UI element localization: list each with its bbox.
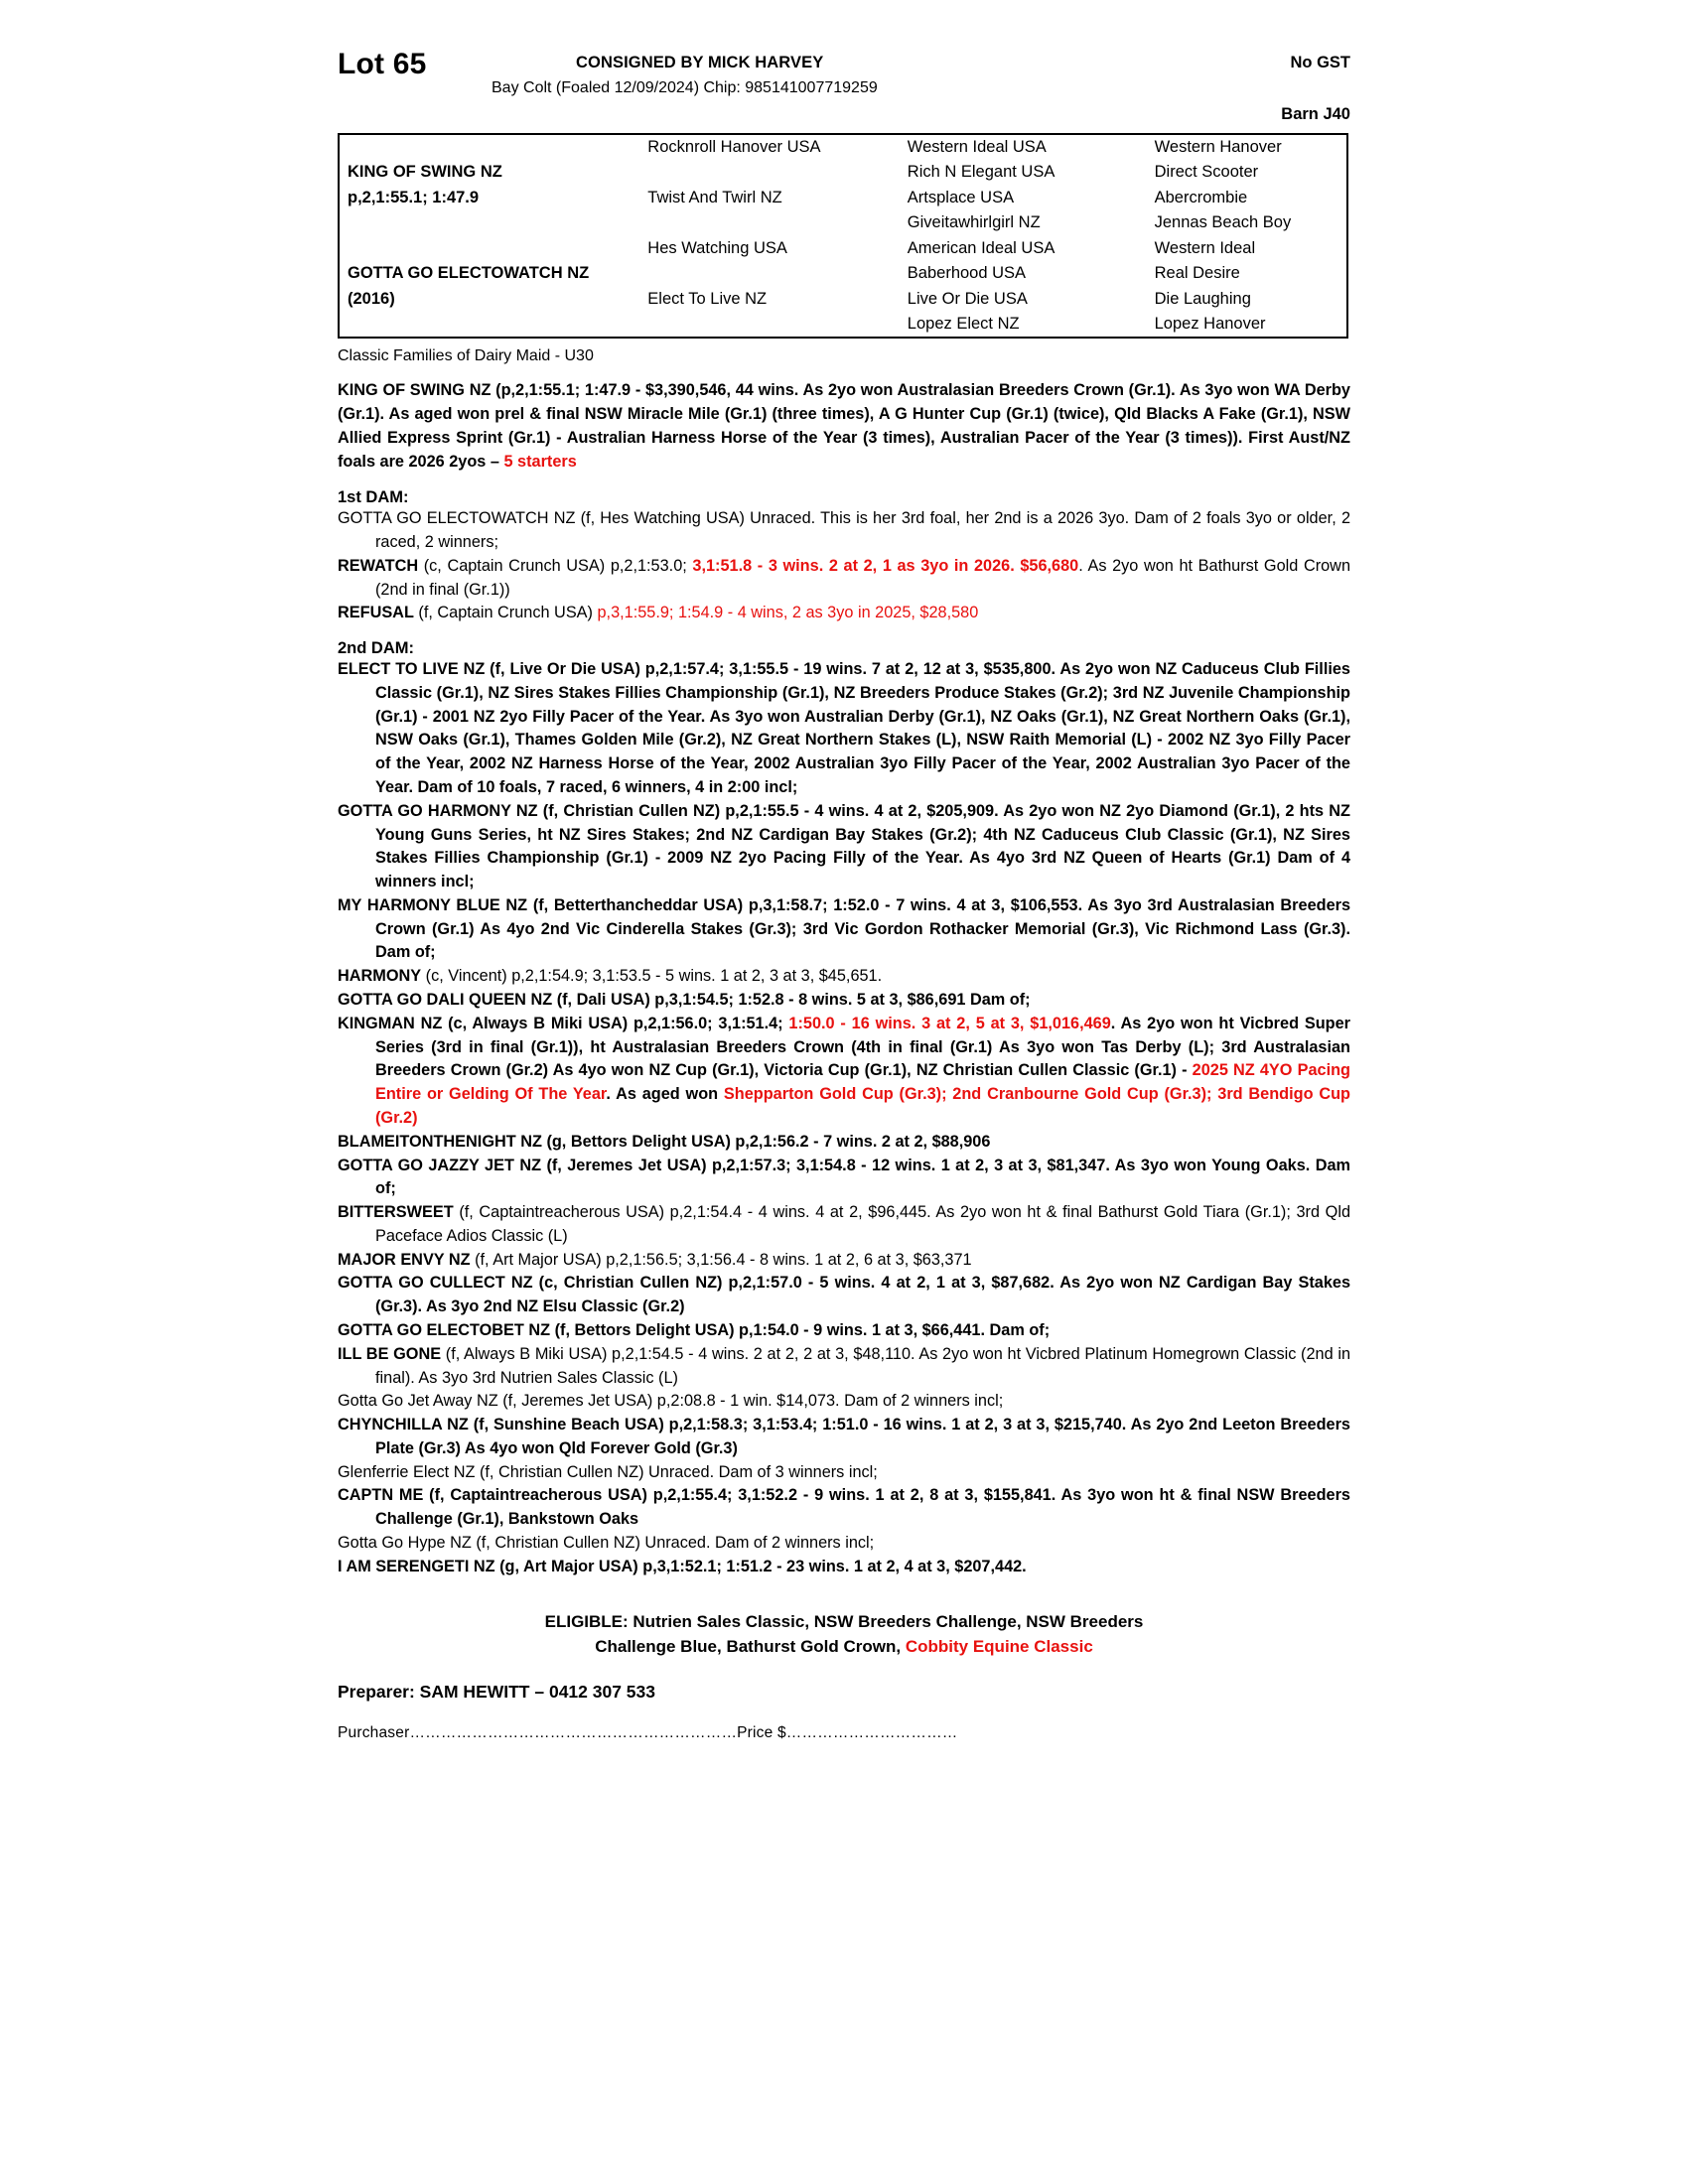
first-dam-heading: 1st DAM: [338,488,409,507]
barn-number: Barn J40 [1281,105,1350,123]
entry-text: Glenferrie Elect NZ (f, Christian Cullen NZ) Unraced. Dam of 3 winners incl; [338,1462,878,1481]
pedigree-gen3: Giveitawhirlgirl NZ [907,213,1041,232]
entry-name: CAPTN ME [338,1486,424,1505]
table-row [340,186,1346,210]
entry-name: ILL BE GONE [338,1344,442,1363]
table-row [340,287,1346,312]
entry-name: KINGMAN NZ [338,1014,443,1032]
progeny-entry [338,602,1350,625]
purchaser-line: Purchaser………………………………………………………Price $…………………………… [338,1723,958,1741]
entry-text: (f, Betterthancheddar USA) p,3,1:58.7; 1:52.0 - 7 wins. 4 at 3, $106,553. As 3yo 3rd Australasian Breeders Crown (Gr.1) As 4yo 2nd Vic Cinderella Stakes (Gr.3); 3rd Vic Gordon Rothacker Memorial (Gr.3), Vic Richmond Lass (Gr.3). Dam of; [375,895,1351,962]
entry-text: (f, Live Or Die USA) p,2,1:57.4; 3,1:55.5 - 19 wins. 7 at 2, 12 at 3, $535,800. As 2yo won NZ Caduceus Club Fillies Classic (Gr.1), NZ Sires Stakes Fillies Championship (Gr.1), NZ Breeders Produce Stakes (Gr.2); 3rd NZ Juvenile Championship (Gr.1) - 2001 NZ 2yo Filly Pacer of the Year. As 3yo won Australian Derby (Gr.1), NZ Oaks (Gr.1), NZ Great Northern Oaks (Gr.1), NSW Oaks (Gr.1), Thames Golden Mile (Gr.2), NZ Great Northern Stakes (L), NSW Raith Memorial (L) - 2002 NZ 3yo Filly Pacer of the Year, 2002 NZ Harness Horse of the Year, 2002 Australian 3yo Filly Pacer of the Year, 2002 Australian 3yo Pacer of the Year. Dam of 10 foals, 7 raced, 6 winners, 4 in 2:00 incl; [375,660,1350,796]
entry-text-2: . As 2yo won ht Vicbred Super Series (3rd in final (Gr.1)), ht Australasian Breeders Crown (4th in final (Gr.1) As 3yo won Tas Derby (L); 3rd Australasian Breeders Crown (Gr.2) As 4yo won NZ Cup (Gr.1), Victoria Cup (Gr.1), NZ Christian Cullen Classic (Gr.1) - [375,1014,1350,1080]
entry-highlight-2: 2025 NZ 4YO Pacing Entire or Gelding Of The Year [375,1061,1350,1104]
entry-name: GOTTA GO HARMONY NZ [338,801,538,820]
entry-text: (g, Bettors Delight USA) p,2,1:56.2 - 7 wins. 2 at 2, $88,906 [541,1132,991,1151]
pedigree-entry-gotta-go-electobet [338,1319,1350,1343]
lot-number: Lot 65 [338,48,427,80]
pedigree-entry-chynchilla [338,1414,1350,1461]
pedigree-gen3: Baberhood USA [907,264,1027,283]
consignor-line: CONSIGNED BY MICK HARVEY [576,54,824,71]
entry-text: (f, Bettors Delight USA) p,1:54.0 - 9 wins. 1 at 3, $66,441. Dam of; [550,1320,1051,1339]
sire-record: p,2,1:55.1; 1:47.9 [348,188,480,206]
entry-name: I AM SERENGETI NZ [338,1557,495,1575]
sire-paragraph-text: KING OF SWING NZ (p,2,1:55.1; 1:47.9 - $3,390,546, 44 wins. As 2yo won Australasian Breeders Crown (Gr.1). As 3yo won WA Derby (Gr.1). As aged won prel & final NSW Miracle Mile (Gr.1) (three times), A G Hunter Cup (Gr.1) (twice), Qld Blacks A Fake (Gr.1), NSW Allied Express Sprint (Gr.1) - Australian Harness Horse of the Year (3 times), Australian Pacer of the Year (3 times)). First Aust/NZ foals are 2026 2yos – [338,381,1350,472]
entry-text: (f, Captaintreacherous USA) p,2,1:54.4 - 4 wins. 4 at 2, $96,445. As 2yo won ht & final Bathurst Gold Tiara (Gr.1); 3rd Qld Paceface Adios Classic (L) [375,1203,1350,1245]
eligible-block [338,1609,1350,1660]
progeny-name: REFUSAL [338,604,414,622]
horse-description: Bay Colt (Foaled 12/09/2024) Chip: 985141007719259 [492,79,878,96]
entry-name: CHYNCHILLA NZ [338,1416,469,1434]
entry-text: (f, Sunshine Beach USA) p,2,1:58.3; 3,1:53.4; 1:51.0 - 16 wins. 1 at 2, 3 at 3, $215,740. As 2yo 2nd Leeton Breeders Plate (Gr.3) As 4yo won Qld Forever Gold (Gr.3) [375,1416,1350,1457]
entry-name: GOTTA GO ELECTOBET NZ [338,1320,551,1339]
entry-highlight-1: 1:50.0 - 16 wins. 3 at 2, 5 at 3, $1,016,469 [788,1014,1111,1032]
table-row [340,160,1346,185]
pedigree-gen4: Lopez Hanover [1154,314,1266,333]
entry-text: (f, Dali USA) p,3,1:54.5; 1:52.8 - 8 wins. 5 at 3, $86,691 Dam of; [552,991,1031,1010]
pedigree-entry-harmony [338,965,1350,989]
entry-text: (f, Christian Cullen NZ) p,2,1:55.5 - 4 wins. 4 at 2, $205,909. As 2yo won NZ 2yo Diamond (Gr.1), 2 hts NZ Young Guns Series, ht NZ Sires Stakes; 2nd NZ Cardigan Bay Stakes (Gr.2); 4th NZ Caduceus Club Classic (Gr.1), NZ Sires Stakes Fillies Championship (Gr.1) - 2009 NZ 2yo Pacing Filly of the Year. As 4yo 3rd NZ Queen of Hearts (Gr.1) Dam of 4 winners incl; [375,801,1350,891]
pedigree-spacer [340,210,639,235]
pedigree-entry-ill-be-gone [338,1343,1350,1391]
entry-name: ELECT TO LIVE NZ [338,660,486,679]
pedigree-gen2 [639,312,900,337]
pedigree-entry-gotta-go-harmony [338,800,1350,894]
entry-text: (f, Captaintreacherous USA) p,2,1:55.4; 3,1:52.2 - 9 wins. 1 at 2, 8 at 3, $155,841. As 3yo won ht & final NSW Breeders Challenge (Gr.1), Bankstown Oaks [375,1486,1350,1529]
entry-text: Gotta Go Hype NZ (f, Christian Cullen NZ) Unraced. Dam of 2 winners incl; [338,1534,875,1552]
pedigree-entry-gotta-go-dali-queen [338,989,1350,1013]
table-row [340,261,1346,286]
progeny-text: (f, Captain Crunch USA) [413,604,598,622]
pedigree-spacer [340,312,639,337]
lot-sheet [338,40,1350,1742]
pedigree-gen2: Elect To Live NZ [647,289,768,308]
sheet-header [338,40,1350,129]
pedigree-gen3: Rich N Elegant USA [907,163,1055,182]
table-row [340,312,1346,337]
pedigree-gen2: Rocknroll Hanover USA [647,138,821,156]
progeny-highlight: 3,1:51.8 - 3 wins. 2 at 2, 1 as 3yo in 2026. $56,680 [692,556,1079,575]
pedigree-spacer [340,236,639,261]
pedigree-gen2 [639,261,900,286]
dam-year: (2016) [348,289,395,308]
pedigree-entry-gotta-go-hype [338,1532,1350,1556]
first-dam-text [338,507,1350,555]
pedigree-entry-gotta-go-jazzy-jet [338,1155,1350,1202]
eligible-line-2: Challenge Blue, Bathurst Gold Crown, [595,1637,906,1657]
gst-status: No GST [1290,54,1350,71]
entry-text-3: . As aged won [606,1085,724,1104]
entry-name: GOTTA GO CULLECT NZ [338,1274,533,1293]
pedigree-entry-my-harmony-blue [338,894,1350,965]
pedigree-entry-kingman [338,1013,1350,1131]
entry-name: BITTERSWEET [338,1203,454,1222]
entry-name: GOTTA GO DALI QUEEN NZ [338,991,553,1010]
progeny-text: (c, Captain Crunch USA) p,2,1:53.0; [418,556,693,575]
progeny-text-2: . As 2yo won ht Bathurst Gold Crown (2nd in final (Gr.1)) [375,556,1350,599]
pedigree-gen2: Twist And Twirl NZ [647,188,782,206]
sire-paragraph [338,379,1350,475]
entry-text: (c, Vincent) p,2,1:54.9; 3,1:53.5 - 5 wins. 1 at 2, 3 at 3, $45,651. [421,967,883,986]
pedigree-entry-gotta-go-jet-away [338,1390,1350,1414]
pedigree-gen4: Western Hanover [1154,138,1282,156]
pedigree-sire-cell [340,135,639,160]
entry-name: BLAMEITONTHENIGHT NZ [338,1132,542,1151]
entry-text: (f, Art Major USA) p,2,1:56.5; 3,1:56.4 - 8 wins. 1 at 2, 6 at 3, $63,371 [470,1250,972,1269]
entry-text: (g, Art Major USA) p,3,1:52.1; 1:51.2 - 23 wins. 1 at 2, 4 at 3, $207,442. [494,1557,1027,1575]
entry-text: (f, Always B Miki USA) p,2,1:54.5 - 4 wins. 2 at 2, 2 at 3, $48,110. As 2yo won ht Vicbred Platinum Homegrown Classic (2nd in final). As 3yo 3rd Nutrien Sales Classic (L) [375,1344,1350,1387]
progeny-name: REWATCH [338,556,419,575]
pedigree-entry-captn-me [338,1484,1350,1532]
pedigree-gen4: Direct Scooter [1154,163,1259,182]
pedigree-entry-bittersweet [338,1201,1350,1249]
pedigree-gen4: Die Laughing [1154,289,1251,308]
eligible-line-1: ELIGIBLE: Nutrien Sales Classic, NSW Breeders Challenge, NSW Breeders [544,1611,1144,1631]
table-row [340,210,1346,235]
progeny-entry [338,555,1350,603]
table-row [340,135,1346,160]
entry-highlight-3: Shepparton Gold Cup (Gr.3); 2nd Cranbourne Gold Cup (Gr.3); 3rd Bendigo Cup (Gr.2) [375,1085,1351,1127]
pedigree-gen4: Abercrombie [1154,188,1248,206]
entry-name: GOTTA GO JAZZY JET NZ [338,1156,542,1174]
pedigree-gen3: American Ideal USA [907,238,1055,257]
preparer-line: Preparer: SAM HEWITT – 0412 307 533 [338,1681,656,1702]
pedigree-gen4: Jennas Beach Boy [1154,213,1292,232]
entry-text: Gotta Go Jet Away NZ (f, Jeremes Jet USA) p,2:08.8 - 1 win. $14,073. Dam of 2 winners incl; [338,1392,1004,1411]
second-dam-heading: 2nd DAM: [338,639,414,658]
pedigree-gen2 [639,210,900,235]
classic-families-line: Classic Families of Dairy Maid - U30 [338,347,594,365]
pedigree-gen4: Real Desire [1154,264,1240,283]
sire-name: KING OF SWING NZ [348,163,502,182]
entry-name: MY HARMONY BLUE NZ [338,895,528,914]
progeny-highlight: p,3,1:55.9; 1:54.9 - 4 wins, 2 as 3yo in 2025, $28,580 [597,604,979,622]
pedigree-gen3: Live Or Die USA [907,289,1028,308]
sire-paragraph-highlight: 5 starters [503,453,577,472]
pedigree-gen3: Artsplace USA [907,188,1015,206]
pedigree-entry-major-envy [338,1249,1350,1273]
pedigree-entry-gotta-go-cullect [338,1272,1350,1319]
entry-text: (c, Always B Miki USA) p,2,1:56.0; 3,1:51.4; [442,1014,789,1032]
pedigree-entry-i-am-serengeti [338,1556,1350,1579]
pedigree-entry-elect-to-live [338,658,1350,800]
pedigree-entry-blameitonthenight [338,1131,1350,1155]
eligible-highlight: Cobbity Equine Classic [905,1637,1093,1657]
entry-name: HARMONY [338,967,422,986]
table-row [340,236,1346,261]
pedigree-gen2: Hes Watching USA [647,238,787,257]
pedigree-table [338,133,1348,339]
pedigree-gen4: Western Ideal [1154,238,1256,257]
pedigree-gen3: Western Ideal USA [907,138,1047,156]
pedigree-entry-glenferrie-elect [338,1461,1350,1485]
pedigree-gen3: Lopez Elect NZ [907,314,1020,333]
entry-text: (c, Christian Cullen NZ) p,2,1:57.0 - 5 wins. 4 at 2, 1 at 3, $87,682. As 2yo won NZ Cardigan Bay Stakes (Gr.3). As 3yo 2nd NZ Elsu Classic (Gr.2) [375,1274,1351,1316]
pedigree-gen2 [639,160,900,185]
dam-name: GOTTA GO ELECTOWATCH NZ [348,264,590,283]
first-dam-body: GOTTA GO ELECTOWATCH NZ (f, Hes Watching USA) Unraced. This is her 3rd foal, her 2nd is a 2026 3yo. Dam of 2 foals 3yo or older, 2 raced, 2 winners; [338,509,1350,551]
entry-name: MAJOR ENVY NZ [338,1250,471,1269]
entry-text: (f, Jeremes Jet USA) p,2,1:57.3; 3,1:54.8 - 12 wins. 1 at 2, 3 at 3, $81,347. As 3yo won Young Oaks. Dam of; [375,1156,1350,1198]
